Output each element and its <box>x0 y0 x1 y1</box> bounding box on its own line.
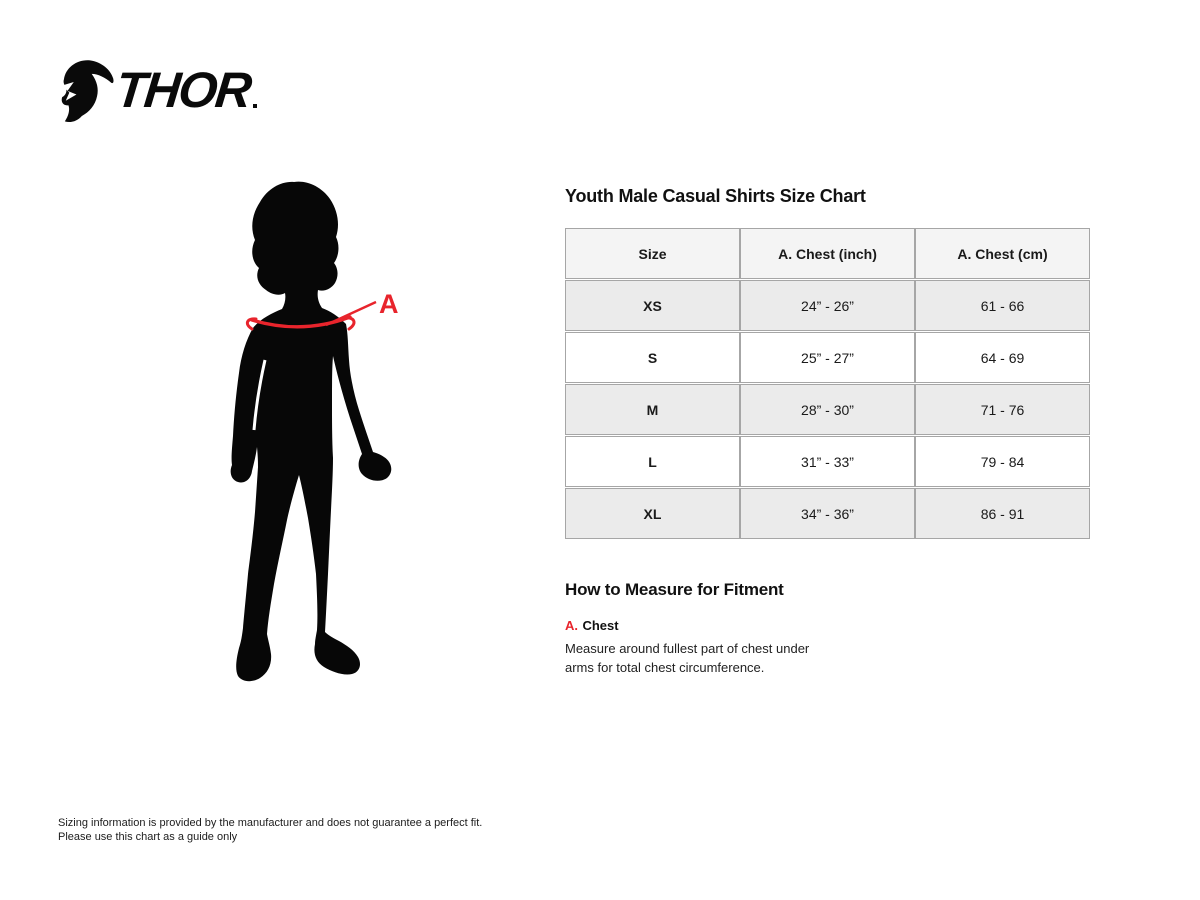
chest-inch-value: 34” - 36” <box>740 488 915 539</box>
size-value: XL <box>565 488 740 539</box>
chest-label-leader-line <box>326 302 376 325</box>
table-row-l <box>565 436 1090 487</box>
measure-item-key: A. <box>565 618 578 633</box>
size-chart-content <box>565 186 1090 678</box>
column-header-chest-inch: A. Chest (inch) <box>740 228 915 279</box>
chest-cm-value: 79 - 84 <box>915 436 1090 487</box>
logo-text: THOR <box>113 62 253 118</box>
chest-cm-value: 61 - 66 <box>915 280 1090 331</box>
size-value: S <box>565 332 740 383</box>
measure-item-heading <box>565 617 1090 635</box>
measure-guide-section <box>565 580 1090 678</box>
chest-cm-value: 86 - 91 <box>915 488 1090 539</box>
table-row-xs <box>565 280 1090 331</box>
chest-inch-value: 24” - 26” <box>740 280 915 331</box>
logo-trademark-dot <box>253 104 257 108</box>
disclaimer <box>58 816 482 845</box>
table-header-row <box>565 228 1090 279</box>
table-row-m <box>565 384 1090 435</box>
chest-cm-value: 71 - 76 <box>915 384 1090 435</box>
chest-inch-value: 25” - 27” <box>740 332 915 383</box>
size-value: XS <box>565 280 740 331</box>
thor-logo <box>56 56 257 124</box>
youth-silhouette-figure <box>206 168 432 734</box>
disclaimer-line-1: Sizing information is provided by the manufacturer and does not guarantee a perfect fit. <box>58 817 483 829</box>
child-silhouette <box>231 182 392 682</box>
table-row-xl <box>565 488 1090 539</box>
thor-helmet-icon <box>56 56 122 124</box>
size-table <box>565 228 1090 539</box>
measure-guide-title: How to Measure for Fitment <box>565 580 784 599</box>
chest-label: A <box>379 289 399 319</box>
column-header-size: Size <box>565 228 740 279</box>
disclaimer-line-2: Please use this chart as a guide only <box>58 831 238 844</box>
column-header-chest-cm: A. Chest (cm) <box>915 228 1090 279</box>
chest-cm-value: 64 - 69 <box>915 332 1090 383</box>
size-chart-title: Youth Male Casual Shirts Size Chart <box>565 186 866 206</box>
chest-inch-value: 28” - 30” <box>740 384 915 435</box>
size-value: M <box>565 384 740 435</box>
measure-item-description: Measure around fullest part of chest under arms for total chest circumference. <box>565 641 810 675</box>
table-row-s <box>565 332 1090 383</box>
measure-item-chest <box>565 617 1090 678</box>
chest-inch-value: 31” - 33” <box>740 436 915 487</box>
logo-wordmark <box>113 62 257 118</box>
size-value: L <box>565 436 740 487</box>
measure-item-name: Chest <box>582 618 619 633</box>
